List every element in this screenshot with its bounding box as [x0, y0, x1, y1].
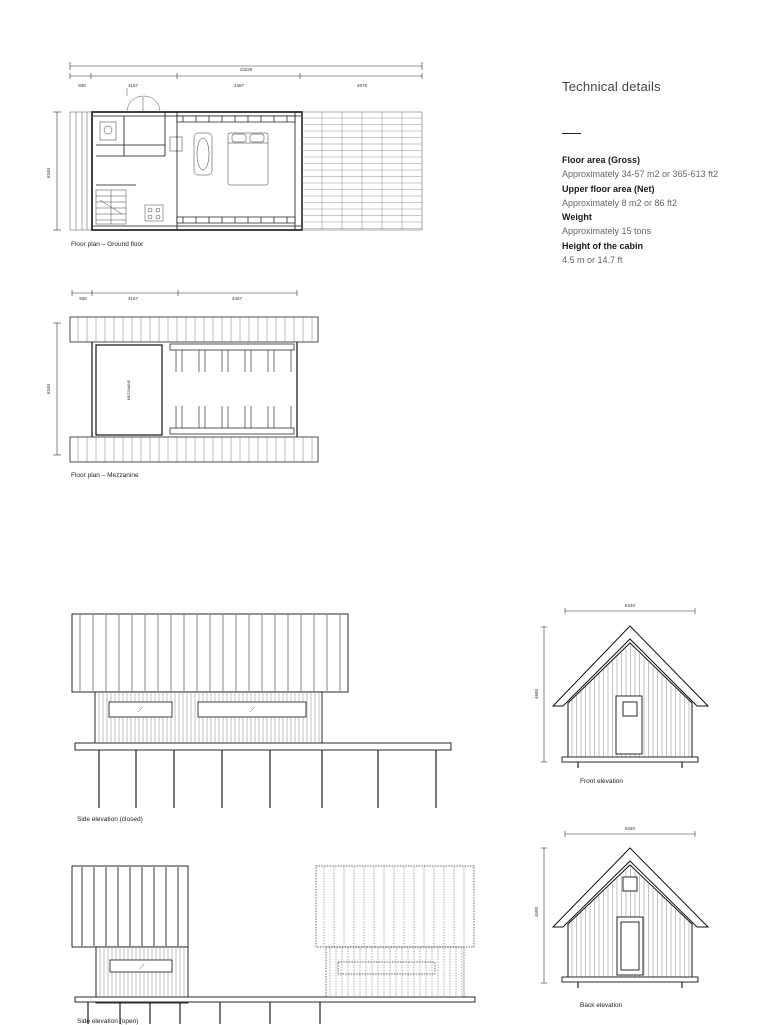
floor-area-value: Approximately 34-57 m2 or 365-613 ft2 — [562, 169, 719, 180]
caption-front: Front elevation — [580, 778, 623, 785]
height-value: 4.5 m or 14.7 ft — [562, 255, 623, 266]
caption-side-closed: Side elevation (closed) — [77, 816, 143, 823]
mezzanine-room-label: MEZZANINE — [127, 379, 131, 401]
dim-height: 6340 — [46, 167, 51, 179]
dim-2: 3167 — [127, 83, 139, 88]
mezz-dim-3: 4467 — [231, 296, 243, 301]
mezz-dim-2: 3167 — [127, 296, 139, 301]
weight-value: Approximately 15 tons — [562, 226, 652, 237]
front-height: 4600 — [534, 688, 539, 700]
caption-back: Back elevation — [580, 1002, 623, 1009]
dim-total: 13226 — [239, 67, 253, 72]
floor-area-label: Floor area (Gross) — [562, 155, 641, 165]
dim-4: 4678 — [356, 83, 368, 88]
mezz-dim-height: 6340 — [46, 383, 51, 395]
caption-ground-floor: Floor plan – Ground floor — [71, 241, 144, 248]
upper-floor-area-label: Upper floor area (Net) — [562, 183, 655, 194]
technical-details-title: Technical details — [562, 79, 661, 94]
dim-3: 4467 — [233, 83, 245, 88]
upper-floor-area-value: Approximately 8 m2 or 86 ft2 — [562, 197, 678, 208]
dim-1: 936 — [78, 83, 86, 88]
caption-mezzanine: Floor plan – Mezzanine — [71, 472, 139, 479]
back-height: 4600 — [534, 906, 539, 918]
caption-side-open: Side elevation (open) — [77, 1018, 139, 1025]
height-label: Height of the cabin — [562, 240, 643, 251]
back-width: 6340 — [624, 826, 636, 831]
front-width: 6340 — [624, 603, 636, 608]
weight-label: Weight — [562, 212, 592, 223]
mezz-dim-1: 936 — [79, 296, 87, 301]
